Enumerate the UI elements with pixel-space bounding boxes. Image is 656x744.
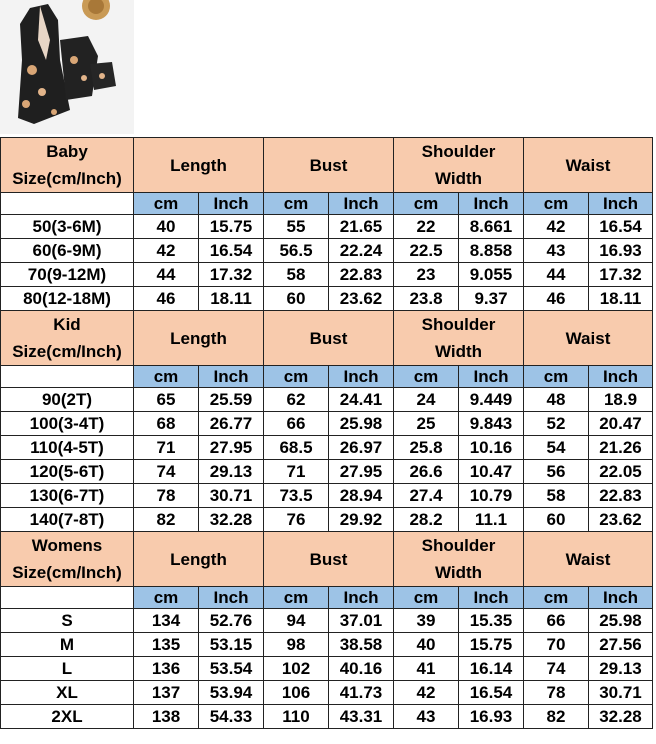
value-cell: 106 [264,681,329,705]
value-cell: 71 [264,460,329,484]
value-cell: 22.83 [589,484,653,508]
value-cell: 25.98 [589,609,653,633]
value-cell: 53.15 [199,633,264,657]
value-cell: 22.05 [589,460,653,484]
value-cell: 46 [524,287,589,311]
size-cell: S [1,609,134,633]
value-cell: 8.858 [459,239,524,263]
value-cell: 82 [134,508,199,532]
unit-cell: cm [524,193,589,215]
unit-cell: Inch [329,193,394,215]
value-cell: 16.14 [459,657,524,681]
value-cell: 8.661 [459,215,524,239]
value-cell: 25.59 [199,388,264,412]
value-cell: 82 [524,705,589,729]
value-cell: 26.6 [394,460,459,484]
units-row [1,366,653,388]
value-cell: 37.01 [329,609,394,633]
column-header-length: Length [134,532,264,587]
value-cell: 24.41 [329,388,394,412]
size-cell: XL [1,681,134,705]
value-cell: 21.26 [589,436,653,460]
unit-cell: cm [394,193,459,215]
value-cell: 40 [394,633,459,657]
value-cell: 22.24 [329,239,394,263]
value-cell: 53.54 [199,657,264,681]
value-cell: 60 [264,287,329,311]
value-cell: 15.75 [459,633,524,657]
value-cell: 9.37 [459,287,524,311]
units-spacer [1,366,134,388]
section-name: Kid [53,315,81,334]
column-header-waist: Waist [524,311,653,366]
size-label: Size(cm/Inch) [12,169,122,188]
value-cell: 42 [134,239,199,263]
value-cell: 28.94 [329,484,394,508]
unit-cell: cm [264,366,329,388]
value-cell: 40 [134,215,199,239]
value-cell: 18.11 [199,287,264,311]
size-label: Size(cm/Inch) [12,342,122,361]
value-cell: 53.94 [199,681,264,705]
value-cell: 18.11 [589,287,653,311]
value-cell: 26.77 [199,412,264,436]
value-cell: 23.8 [394,287,459,311]
units-row [1,587,653,609]
value-cell: 74 [524,657,589,681]
unit-cell: cm [264,587,329,609]
size-cell: 110(4-5T) [1,436,134,460]
size-cell: L [1,657,134,681]
table-row [1,239,653,263]
value-cell: 18.9 [589,388,653,412]
size-cell: 100(3-4T) [1,412,134,436]
value-cell: 54 [524,436,589,460]
value-cell: 27.95 [329,460,394,484]
shoulder-width-label: Shoulder Width [421,536,496,582]
value-cell: 65 [134,388,199,412]
size-cell: 70(9-12M) [1,263,134,287]
table-row [1,263,653,287]
value-cell: 28.2 [394,508,459,532]
section-baby [1,138,653,311]
value-cell: 16.54 [459,681,524,705]
value-cell: 9.449 [459,388,524,412]
value-cell: 9.055 [459,263,524,287]
value-cell: 136 [134,657,199,681]
value-cell: 62 [264,388,329,412]
unit-cell: cm [524,366,589,388]
value-cell: 138 [134,705,199,729]
shoulder-width-label: Shoulder Width [421,315,496,361]
value-cell: 22.83 [329,263,394,287]
value-cell: 29.13 [589,657,653,681]
column-header-length: Length [134,311,264,366]
unit-cell: cm [394,587,459,609]
unit-cell: Inch [329,366,394,388]
section-name: Baby [46,142,88,161]
units-spacer [1,587,134,609]
value-cell: 46 [134,287,199,311]
value-cell: 17.32 [199,263,264,287]
value-cell: 32.28 [589,705,653,729]
dress-illustration [0,0,134,134]
unit-cell: Inch [459,587,524,609]
value-cell: 27.95 [199,436,264,460]
value-cell: 58 [524,484,589,508]
value-cell: 94 [264,609,329,633]
value-cell: 21.65 [329,215,394,239]
value-cell: 26.97 [329,436,394,460]
value-cell: 102 [264,657,329,681]
size-label: Size(cm/Inch) [12,563,122,582]
value-cell: 22 [394,215,459,239]
value-cell: 73.5 [264,484,329,508]
unit-cell: Inch [199,366,264,388]
value-cell: 48 [524,388,589,412]
column-header-length: Length [134,138,264,193]
value-cell: 68 [134,412,199,436]
table-row [1,508,653,532]
value-cell: 58 [264,263,329,287]
value-cell: 38.58 [329,633,394,657]
value-cell: 22.5 [394,239,459,263]
value-cell: 78 [134,484,199,508]
value-cell: 43 [394,705,459,729]
value-cell: 30.71 [199,484,264,508]
unit-cell: Inch [589,366,653,388]
value-cell: 32.28 [199,508,264,532]
value-cell: 134 [134,609,199,633]
value-cell: 56.5 [264,239,329,263]
column-header-shoulder [394,138,524,193]
column-header-waist: Waist [524,532,653,587]
table-row [1,388,653,412]
table-row [1,460,653,484]
value-cell: 78 [524,681,589,705]
value-cell: 135 [134,633,199,657]
value-cell: 54.33 [199,705,264,729]
table-row [1,705,653,729]
value-cell: 44 [524,263,589,287]
value-cell: 137 [134,681,199,705]
unit-cell: Inch [199,193,264,215]
value-cell: 16.93 [459,705,524,729]
size-cell: 80(12-18M) [1,287,134,311]
value-cell: 10.16 [459,436,524,460]
table-row [1,484,653,508]
section-womens [1,532,653,729]
value-cell: 23.62 [329,287,394,311]
value-cell: 41.73 [329,681,394,705]
table-row [1,657,653,681]
value-cell: 11.1 [459,508,524,532]
units-spacer [1,193,134,215]
unit-cell: cm [134,587,199,609]
value-cell: 27.56 [589,633,653,657]
column-header-bust: Bust [264,138,394,193]
unit-cell: Inch [459,366,524,388]
value-cell: 24 [394,388,459,412]
value-cell: 27.4 [394,484,459,508]
table-row [1,633,653,657]
section-header-row [1,311,653,366]
value-cell: 29.92 [329,508,394,532]
value-cell: 74 [134,460,199,484]
value-cell: 41 [394,657,459,681]
size-chart-table [0,137,653,729]
table-row [1,436,653,460]
value-cell: 44 [134,263,199,287]
value-cell: 52.76 [199,609,264,633]
unit-cell: Inch [589,193,653,215]
size-cell: 130(6-7T) [1,484,134,508]
value-cell: 70 [524,633,589,657]
unit-cell: Inch [589,587,653,609]
value-cell: 60 [524,508,589,532]
size-cell: M [1,633,134,657]
value-cell: 56 [524,460,589,484]
table-row [1,215,653,239]
unit-cell: cm [524,587,589,609]
unit-cell: cm [134,366,199,388]
column-header-shoulder [394,311,524,366]
value-cell: 17.32 [589,263,653,287]
value-cell: 16.54 [199,239,264,263]
table-row [1,287,653,311]
size-cell: 90(2T) [1,388,134,412]
unit-cell: Inch [329,587,394,609]
column-header-bust: Bust [264,532,394,587]
section-kid [1,311,653,532]
value-cell: 9.843 [459,412,524,436]
value-cell: 10.79 [459,484,524,508]
size-cell: 60(6-9M) [1,239,134,263]
value-cell: 16.54 [589,215,653,239]
value-cell: 98 [264,633,329,657]
product-photo [0,0,134,134]
value-cell: 23.62 [589,508,653,532]
shoulder-width-label: Shoulder Width [421,142,496,188]
size-cell: 2XL [1,705,134,729]
value-cell: 20.47 [589,412,653,436]
unit-cell: cm [134,193,199,215]
value-cell: 15.35 [459,609,524,633]
value-cell: 40.16 [329,657,394,681]
value-cell: 25.98 [329,412,394,436]
value-cell: 55 [264,215,329,239]
value-cell: 29.13 [199,460,264,484]
unit-cell: cm [264,193,329,215]
size-cell: 120(5-6T) [1,460,134,484]
units-row [1,193,653,215]
column-header-shoulder [394,532,524,587]
table-row [1,609,653,633]
size-cell: 50(3-6M) [1,215,134,239]
value-cell: 43 [524,239,589,263]
unit-cell: cm [394,366,459,388]
unit-cell: Inch [459,193,524,215]
table-row [1,681,653,705]
table-row [1,412,653,436]
size-label-cell [1,138,134,193]
value-cell: 25 [394,412,459,436]
value-cell: 23 [394,263,459,287]
section-header-row [1,532,653,587]
section-header-row [1,138,653,193]
value-cell: 42 [394,681,459,705]
section-name: Womens [31,536,103,555]
value-cell: 42 [524,215,589,239]
column-header-waist: Waist [524,138,653,193]
value-cell: 76 [264,508,329,532]
value-cell: 39 [394,609,459,633]
value-cell: 52 [524,412,589,436]
size-cell: 140(7-8T) [1,508,134,532]
value-cell: 66 [524,609,589,633]
unit-cell: Inch [199,587,264,609]
value-cell: 110 [264,705,329,729]
value-cell: 66 [264,412,329,436]
value-cell: 25.8 [394,436,459,460]
column-header-bust: Bust [264,311,394,366]
value-cell: 16.93 [589,239,653,263]
value-cell: 71 [134,436,199,460]
value-cell: 68.5 [264,436,329,460]
value-cell: 15.75 [199,215,264,239]
size-label-cell [1,532,134,587]
size-label-cell [1,311,134,366]
value-cell: 10.47 [459,460,524,484]
value-cell: 43.31 [329,705,394,729]
value-cell: 30.71 [589,681,653,705]
